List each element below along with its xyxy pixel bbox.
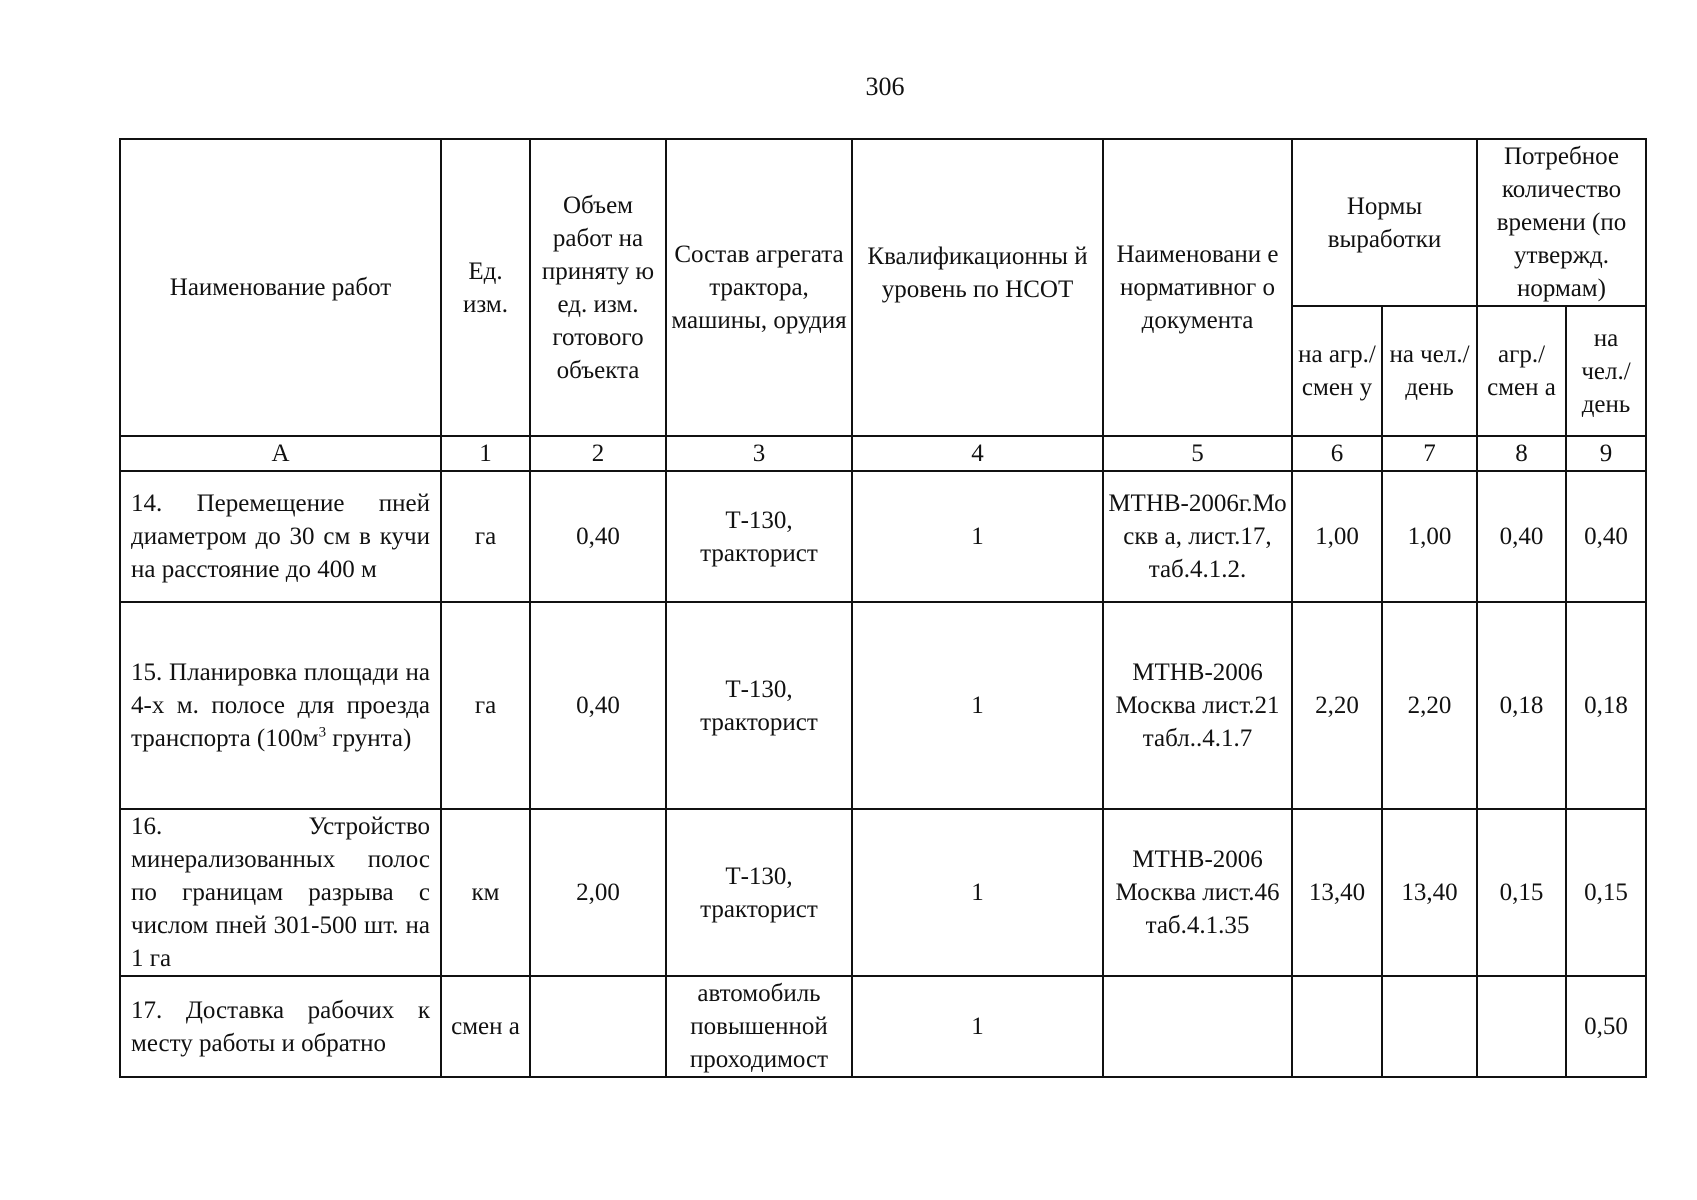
column-index: 9 xyxy=(1566,436,1646,471)
norm-agg-cell xyxy=(1292,976,1382,1077)
time-person-cell: 0,50 xyxy=(1566,976,1646,1077)
header-work-name: Наименование работ xyxy=(120,139,441,436)
volume-cell: 2,00 xyxy=(530,809,666,976)
header-norms-per-person: на чел./ день xyxy=(1382,306,1477,436)
column-index: 5 xyxy=(1103,436,1292,471)
work-name-cell: 17. Доставка рабочих к месту работы и обратно xyxy=(120,976,441,1077)
header-volume: Объем работ на приняту ю ед. изм. готового объекта xyxy=(530,139,666,436)
norm-doc-cell: МТНВ-2006 Москва лист.21 табл..4.1.7 xyxy=(1103,602,1292,809)
time-agg-cell: 0,40 xyxy=(1477,471,1566,602)
qualification-cell: 1 xyxy=(852,809,1103,976)
composition-cell: Т-130, тракторист xyxy=(666,602,852,809)
norm-person-cell: 13,40 xyxy=(1382,809,1477,976)
column-index: 2 xyxy=(530,436,666,471)
table-row xyxy=(120,976,1646,1077)
header-norm-doc: Наименовани е нормативног о документа xyxy=(1103,139,1292,436)
volume-cell xyxy=(530,976,666,1077)
column-index: 7 xyxy=(1382,436,1477,471)
table-row xyxy=(120,809,1646,976)
work-name-text-tail: грунта) xyxy=(326,725,412,752)
work-name-cell: 14. Перемещение пней диаметром до 30 см в кучи на расстояние до 400 м xyxy=(120,471,441,602)
header-composition: Состав агрегата трактора, машины, орудия xyxy=(666,139,852,436)
composition-cell: Т-130, тракторист xyxy=(666,809,852,976)
norm-doc-cell: МТНВ-2006г.Москв а, лист.17, таб.4.1.2. xyxy=(1103,471,1292,602)
norm-agg-cell: 2,20 xyxy=(1292,602,1382,809)
column-index: 6 xyxy=(1292,436,1382,471)
composition-cell: автомобиль повышенной проходимост xyxy=(666,976,852,1077)
column-index: А xyxy=(120,436,441,471)
header-unit: Ед. изм. xyxy=(441,139,530,436)
column-index: 8 xyxy=(1477,436,1566,471)
work-name-cell xyxy=(120,602,441,809)
norm-doc-cell: МТНВ-2006 Москва лист.46 таб.4.1.35 xyxy=(1103,809,1292,976)
volume-cell: 0,40 xyxy=(530,471,666,602)
header-qualification: Квалификационны й уровень по НСОТ xyxy=(852,139,1103,436)
time-agg-cell: 0,18 xyxy=(1477,602,1566,809)
time-person-cell: 0,15 xyxy=(1566,809,1646,976)
norm-doc-cell xyxy=(1103,976,1292,1077)
time-agg-cell: 0,15 xyxy=(1477,809,1566,976)
superscript: 3 xyxy=(318,724,327,741)
time-agg-cell xyxy=(1477,976,1566,1077)
norm-agg-cell: 13,40 xyxy=(1292,809,1382,976)
table-row xyxy=(120,602,1646,809)
work-norms-table xyxy=(119,138,1647,1078)
qualification-cell: 1 xyxy=(852,602,1103,809)
work-name-text: 15. Планировка площади на 4-х м. полосе для проезда транспорта (100м xyxy=(131,659,430,752)
unit-cell: км xyxy=(441,809,530,976)
norm-agg-cell: 1,00 xyxy=(1292,471,1382,602)
time-person-cell: 0,18 xyxy=(1566,602,1646,809)
unit-cell: га xyxy=(441,602,530,809)
composition-cell: Т-130, тракторист xyxy=(666,471,852,602)
header-time-per-person: на чел./ день xyxy=(1566,306,1646,436)
header-norms: Нормы выработки xyxy=(1292,139,1477,306)
qualification-cell: 1 xyxy=(852,976,1103,1077)
norm-person-cell: 2,20 xyxy=(1382,602,1477,809)
table-row xyxy=(120,471,1646,602)
header-time-required: Потребное количество времени (по утвержд. нормам) xyxy=(1477,139,1646,306)
work-name-cell: 16. Устройство минерализованных полос по границам разрыва с числом пней 301-500 шт. на 1 га xyxy=(120,809,441,976)
column-index: 4 xyxy=(852,436,1103,471)
page-number: 306 xyxy=(865,72,905,101)
norm-person-cell xyxy=(1382,976,1477,1077)
qualification-cell: 1 xyxy=(852,471,1103,602)
header-time-per-agg: агр./ смен а xyxy=(1477,306,1566,436)
header-norms-per-agg: на агр./ смен у xyxy=(1292,306,1382,436)
norm-person-cell: 1,00 xyxy=(1382,471,1477,602)
unit-cell: га xyxy=(441,471,530,602)
unit-cell: смен а xyxy=(441,976,530,1077)
column-index-row xyxy=(120,436,1646,471)
column-index: 1 xyxy=(441,436,530,471)
column-index: 3 xyxy=(666,436,852,471)
volume-cell: 0,40 xyxy=(530,602,666,809)
time-person-cell: 0,40 xyxy=(1566,471,1646,602)
